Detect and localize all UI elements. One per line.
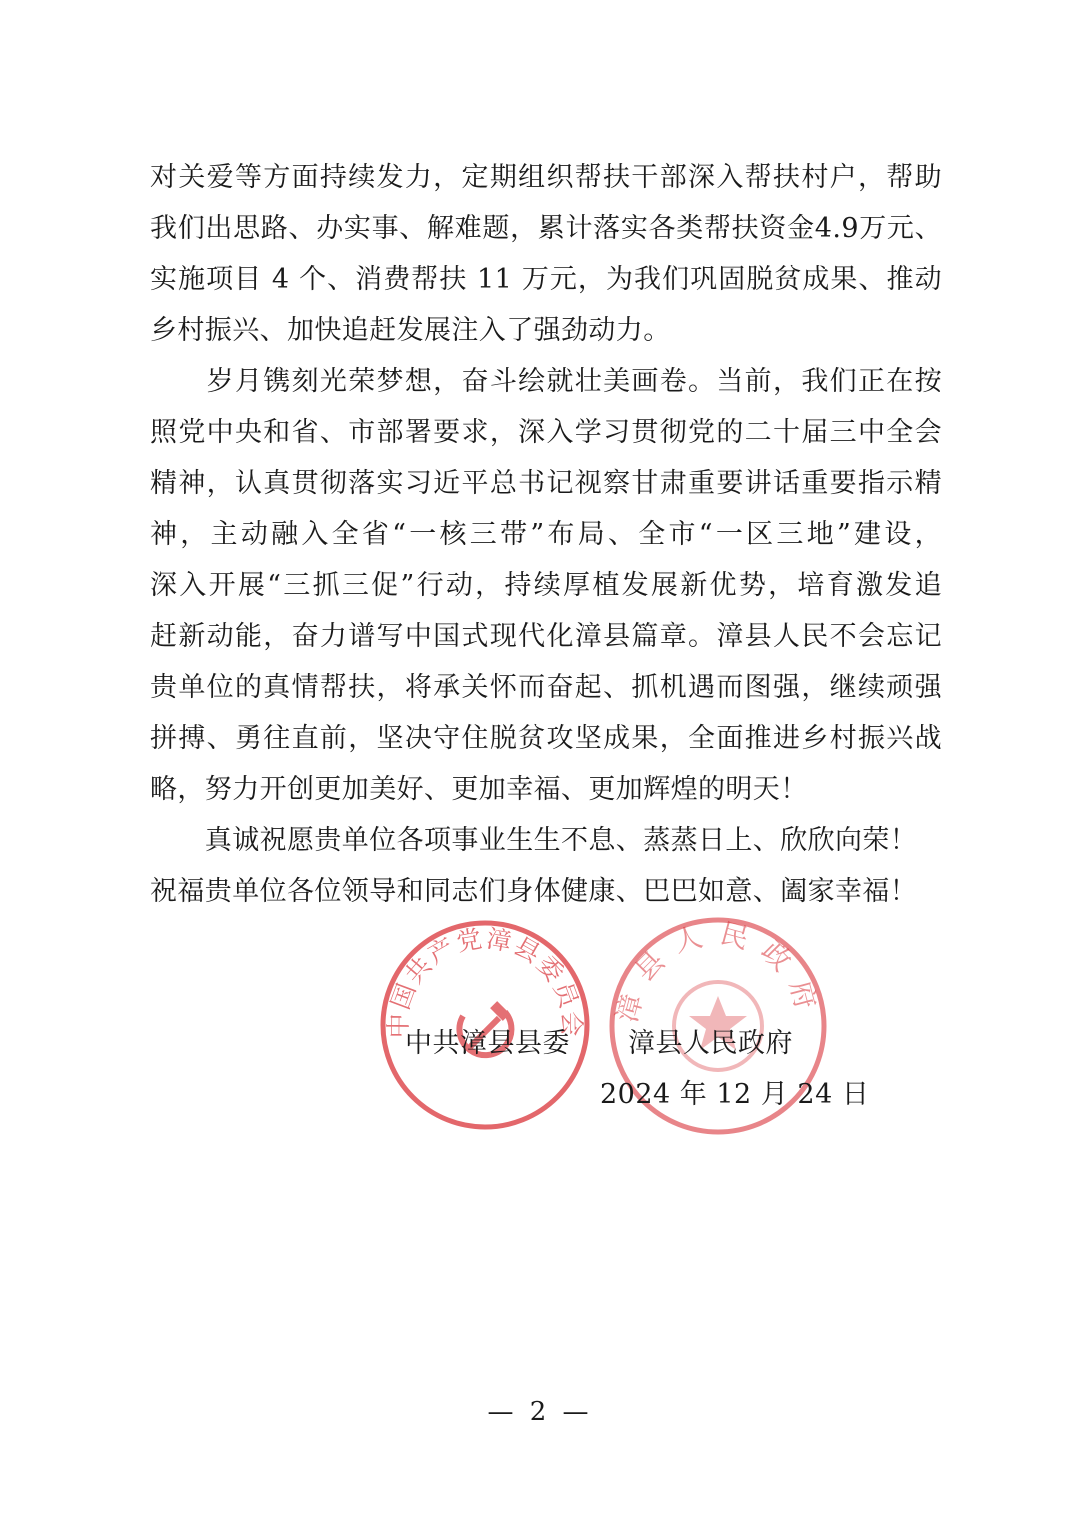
letter-body xyxy=(150,152,942,917)
government-signature: 漳县人民政府 xyxy=(628,1028,793,1059)
svg-text:中国共产党漳县委员会 xyxy=(384,924,586,1039)
body-line: 实施项目 4 个、消费帮扶 11 万元，为我们巩固脱贫成果、推动 xyxy=(150,264,942,295)
signature-date: 2024 年 12 月 24 日 xyxy=(600,1079,870,1110)
page-number: — 2 — xyxy=(487,1397,593,1427)
body-line: 深入开展“三抓三促”行动，持续厚植发展新优势，培育激发追 xyxy=(150,570,942,601)
government-seal-text: 漳县人民政府 xyxy=(610,916,826,1027)
body-line: 神，主动融入全省“一核三带”布局、全市“一区三地”建设， xyxy=(150,519,942,550)
party-seal-text: 中国共产党漳县委员会 xyxy=(383,923,587,1039)
body-line: 祝福贵单位各位领导和同志们身体健康、巴巴如意、阖家幸福！ xyxy=(150,876,918,907)
body-line: 岁月镌刻光荣梦想，奋斗绘就壮美画卷。当前，我们正在按 xyxy=(150,366,942,397)
body-line: 对关爱等方面持续发力，定期组织帮扶干部深入帮扶村户，帮助 xyxy=(150,162,942,193)
body-line: 略，努力开创更加美好、更加幸福、更加辉煌的明天！ xyxy=(150,774,808,805)
body-line: 精神，认真贯彻落实习近平总书记视察甘肃重要讲话重要指示精 xyxy=(150,468,942,499)
body-line: 我们出思路、办实事、解难题，累计落实各类帮扶资金4.9万元、 xyxy=(150,213,942,244)
body-line: 贵单位的真情帮扶，将承关怀而奋起、抓机遇而图强，继续顽强 xyxy=(150,672,942,703)
body-line: 赶新动能，奋力谱写中国式现代化漳县篇章。漳县人民不会忘记 xyxy=(150,621,942,652)
body-line: 拼搏、勇往直前，坚决守住脱贫攻坚成果，全面推进乡村振兴战 xyxy=(150,723,942,754)
party-committee-signature: 中共漳县县委 xyxy=(405,1028,570,1059)
body-line: 真诚祝愿贵单位各项事业生生不息、蒸蒸日上、欣欣向荣！ xyxy=(150,825,918,856)
body-line: 乡村振兴、加快追赶发展注入了强劲动力。 xyxy=(150,315,671,346)
body-line: 照党中央和省、市部署要求，深入学习贯彻党的二十届三中全会 xyxy=(150,417,942,448)
